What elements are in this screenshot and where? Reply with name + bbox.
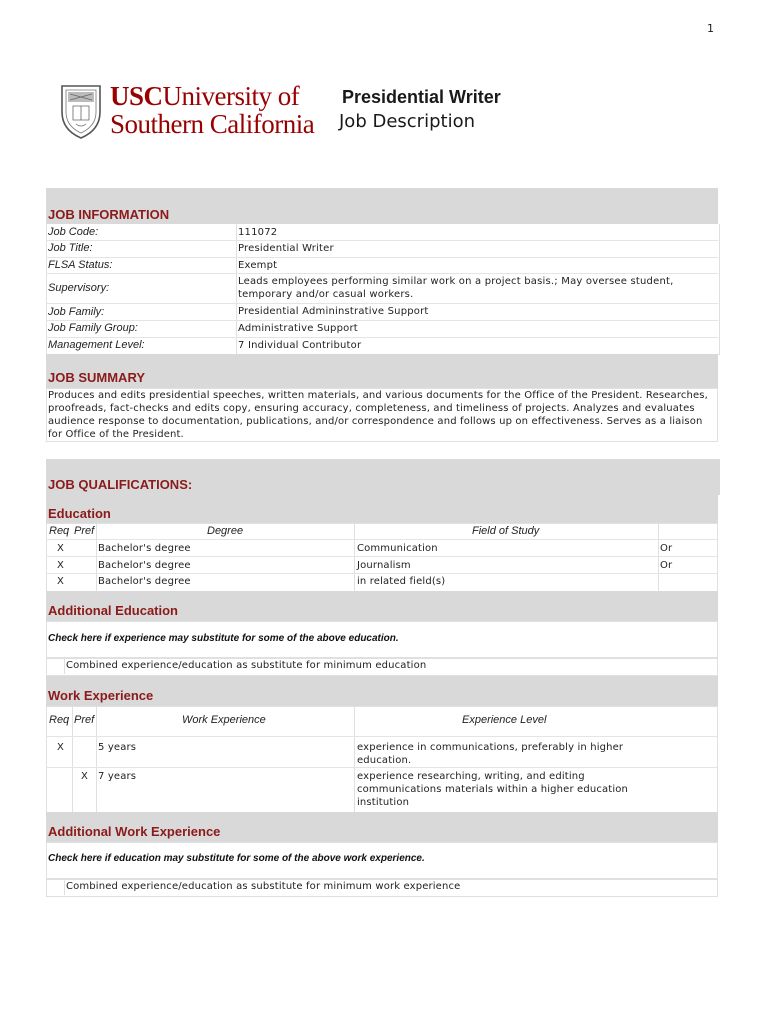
education-req: X (57, 543, 65, 554)
education-degree: Bachelor's degree (98, 576, 191, 587)
work-col-experience: Work Experience (182, 714, 266, 726)
additional-education-check-text: Check here if experience may substitute for some of the above education. (48, 633, 399, 644)
usc-seal-icon (58, 82, 104, 140)
additional-work-check-text: Check here if education may substitute for some of the above work experience. (48, 853, 425, 864)
job-code-value: 111072 (238, 227, 278, 238)
logo-line-2: Southern California (110, 109, 315, 139)
flsa-status-value: Exempt (238, 260, 278, 271)
work-years: 7 years (98, 771, 137, 782)
work-level: experience researching, writing, and editing communications materials within a higher education institution (357, 771, 629, 808)
work-col-level: Experience Level (462, 714, 547, 726)
job-summary-band (46, 354, 718, 388)
work-col-pref: Pref (74, 714, 95, 726)
education-col-degree: Degree (207, 525, 244, 537)
management-level-row (46, 337, 718, 354)
flsa-status-label: FLSA Status: (48, 259, 113, 271)
logo-line-1 (110, 82, 299, 110)
education-req: X (57, 560, 65, 571)
job-summary-text: Produces and edits presidential speeches, written materials, and various documents for the Office of the President. Researches, proofreads, fact-checks and edits copy, ensuring accuracy, completeness, and timeliness of projects. Analyzes and evaluates audience response to documentation, publications, and/or correspondence and follows up on effectiveness. Serves as a liaison for Office of the President. (48, 390, 708, 440)
work-pref: X (81, 771, 89, 782)
additional-education-item: Combined experience/education as substitute for minimum education (66, 660, 427, 671)
job-family-label: Job Family: (48, 306, 105, 318)
logo-university-of: University of (162, 81, 300, 111)
management-level-label: Management Level: (48, 339, 145, 351)
job-title-value: Presidential Writer (238, 243, 334, 254)
logo-usc: USC (110, 81, 163, 111)
supervisory-row (46, 273, 718, 304)
management-level-value: 7 Individual Contributor (238, 340, 362, 351)
flsa-status-row (46, 257, 718, 274)
page-number: 1 (707, 22, 714, 35)
document-title: Presidential Writer (342, 87, 501, 107)
job-title-row (46, 240, 718, 258)
education-field: in related field(s) (357, 576, 446, 587)
document-subtitle: Job Description (339, 111, 475, 132)
work-req: X (57, 742, 65, 753)
supervisory-value: Leads employees performing similar work on a project basis.; May oversee student, temporary and/or casual workers. (238, 276, 674, 300)
job-information-heading: JOB INFORMATION (48, 207, 170, 222)
additional-education-heading: Additional Education (48, 603, 178, 618)
education-field: Journalism (357, 560, 411, 571)
education-field: Communication (357, 543, 438, 554)
work-experience-heading: Work Experience (48, 688, 154, 703)
education-conjunction: Or (660, 543, 673, 554)
education-col-pref: Pref (74, 525, 95, 537)
work-col-req: Req (49, 714, 70, 726)
job-family-value: Presidential Admininstrative Support (238, 306, 429, 317)
additional-work-experience-heading: Additional Work Experience (48, 824, 221, 839)
education-col-field: Field of Study (472, 525, 540, 537)
education-conjunction: Or (660, 560, 673, 571)
work-level: experience in communications, preferably in higher education. (357, 742, 624, 766)
job-family-group-label: Job Family Group: (48, 322, 138, 334)
additional-work-item: Combined experience/education as substitute for minimum work experience (66, 881, 461, 892)
job-family-row (46, 303, 718, 321)
usc-logo (58, 82, 328, 142)
education-band (46, 495, 718, 523)
job-family-group-value: Administrative Support (238, 323, 358, 334)
education-req: X (57, 576, 65, 587)
education-degree: Bachelor's degree (98, 543, 191, 554)
education-col-req: Req (49, 525, 70, 537)
supervisory-label: Supervisory: (48, 282, 110, 294)
job-summary-heading: JOB SUMMARY (48, 370, 146, 385)
education-degree: Bachelor's degree (98, 560, 191, 571)
work-years: 5 years (98, 742, 137, 753)
job-code-row (46, 224, 718, 241)
job-code-label: Job Code: (48, 226, 99, 238)
education-heading: Education (48, 506, 111, 521)
job-qualifications-heading: JOB QUALIFICATIONS: (48, 477, 193, 492)
job-family-group-row (46, 320, 718, 338)
job-title-label: Job Title: (48, 242, 93, 254)
